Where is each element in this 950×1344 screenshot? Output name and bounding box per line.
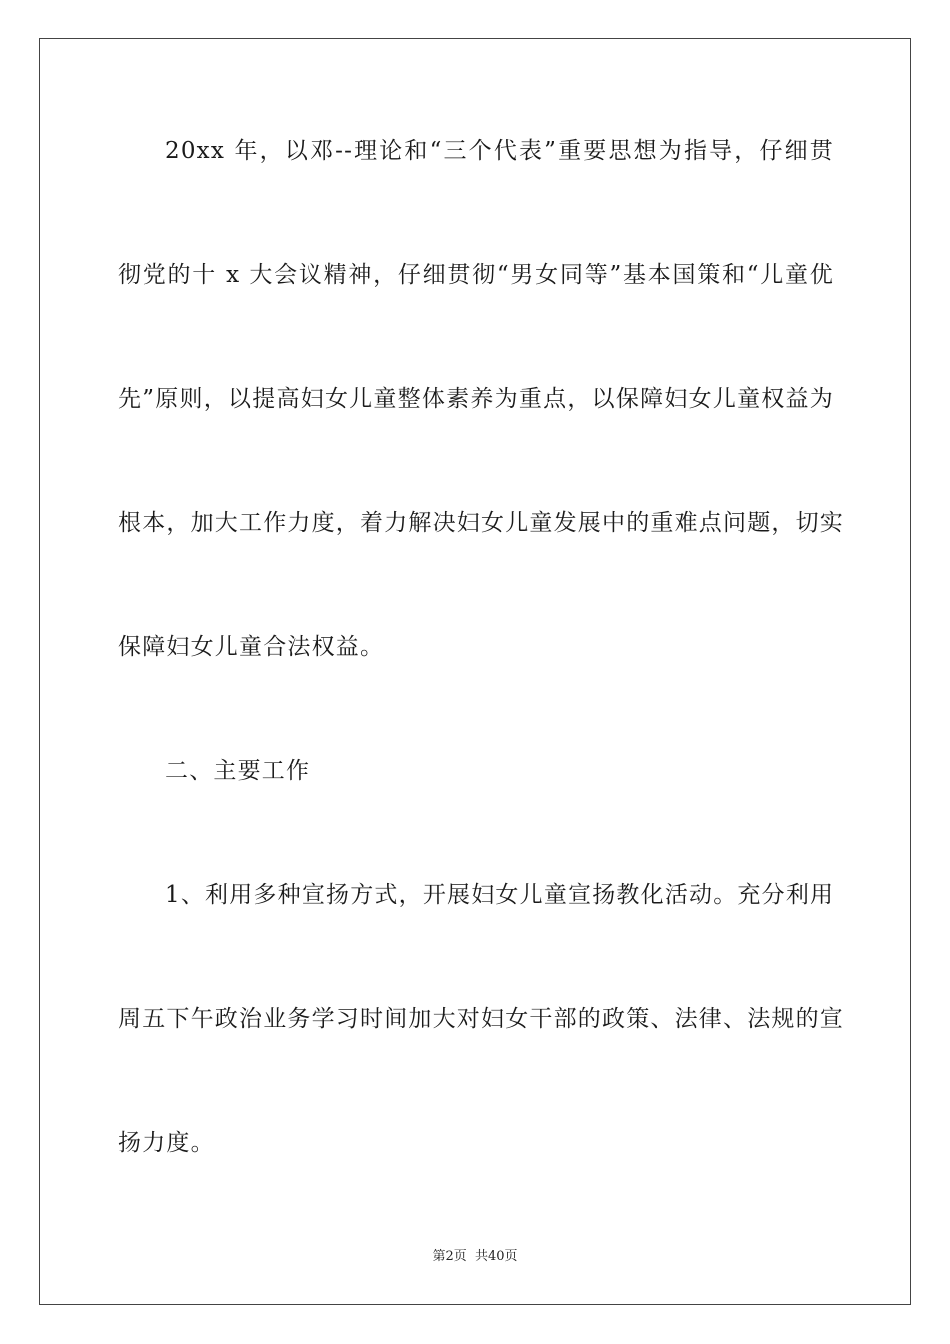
- paragraph-1-line-5: 保障妇女儿童合法权益。: [118, 634, 385, 660]
- paragraph-2-line-3: 扬力度。: [118, 1130, 215, 1156]
- paragraph-1-line-1: 20xx 年，以邓--理论和“三个代表”重要思想为指导，仔细贯: [165, 138, 834, 164]
- page-footer: [0, 1248, 950, 1266]
- paragraph-2-line-1: 1、利用多种宣扬方式，开展妇女儿童宣扬教化活动。充分利用: [165, 882, 835, 908]
- paragraph-1-line-4: 根本，加大工作力度，着力解决妇女儿童发展中的重难点问题，切实: [118, 510, 844, 536]
- paragraph-1-line-3: 先”原则，以提高妇女儿童整体素养为重点，以保障妇女儿童权益为: [118, 386, 834, 412]
- page-border: [39, 38, 911, 1305]
- paragraph-1-line-2: 彻党的十 x 大会议精神，仔细贯彻“男女同等”基本国策和“儿童优: [118, 262, 834, 288]
- section-heading: 二、主要工作: [165, 758, 311, 784]
- page-number: 第2页: [432, 1249, 467, 1264]
- paragraph-2-line-2: 周五下午政治业务学习时间加大对妇女干部的政策、法律、法规的宣: [118, 1006, 844, 1032]
- page-total: 共40页: [474, 1249, 518, 1264]
